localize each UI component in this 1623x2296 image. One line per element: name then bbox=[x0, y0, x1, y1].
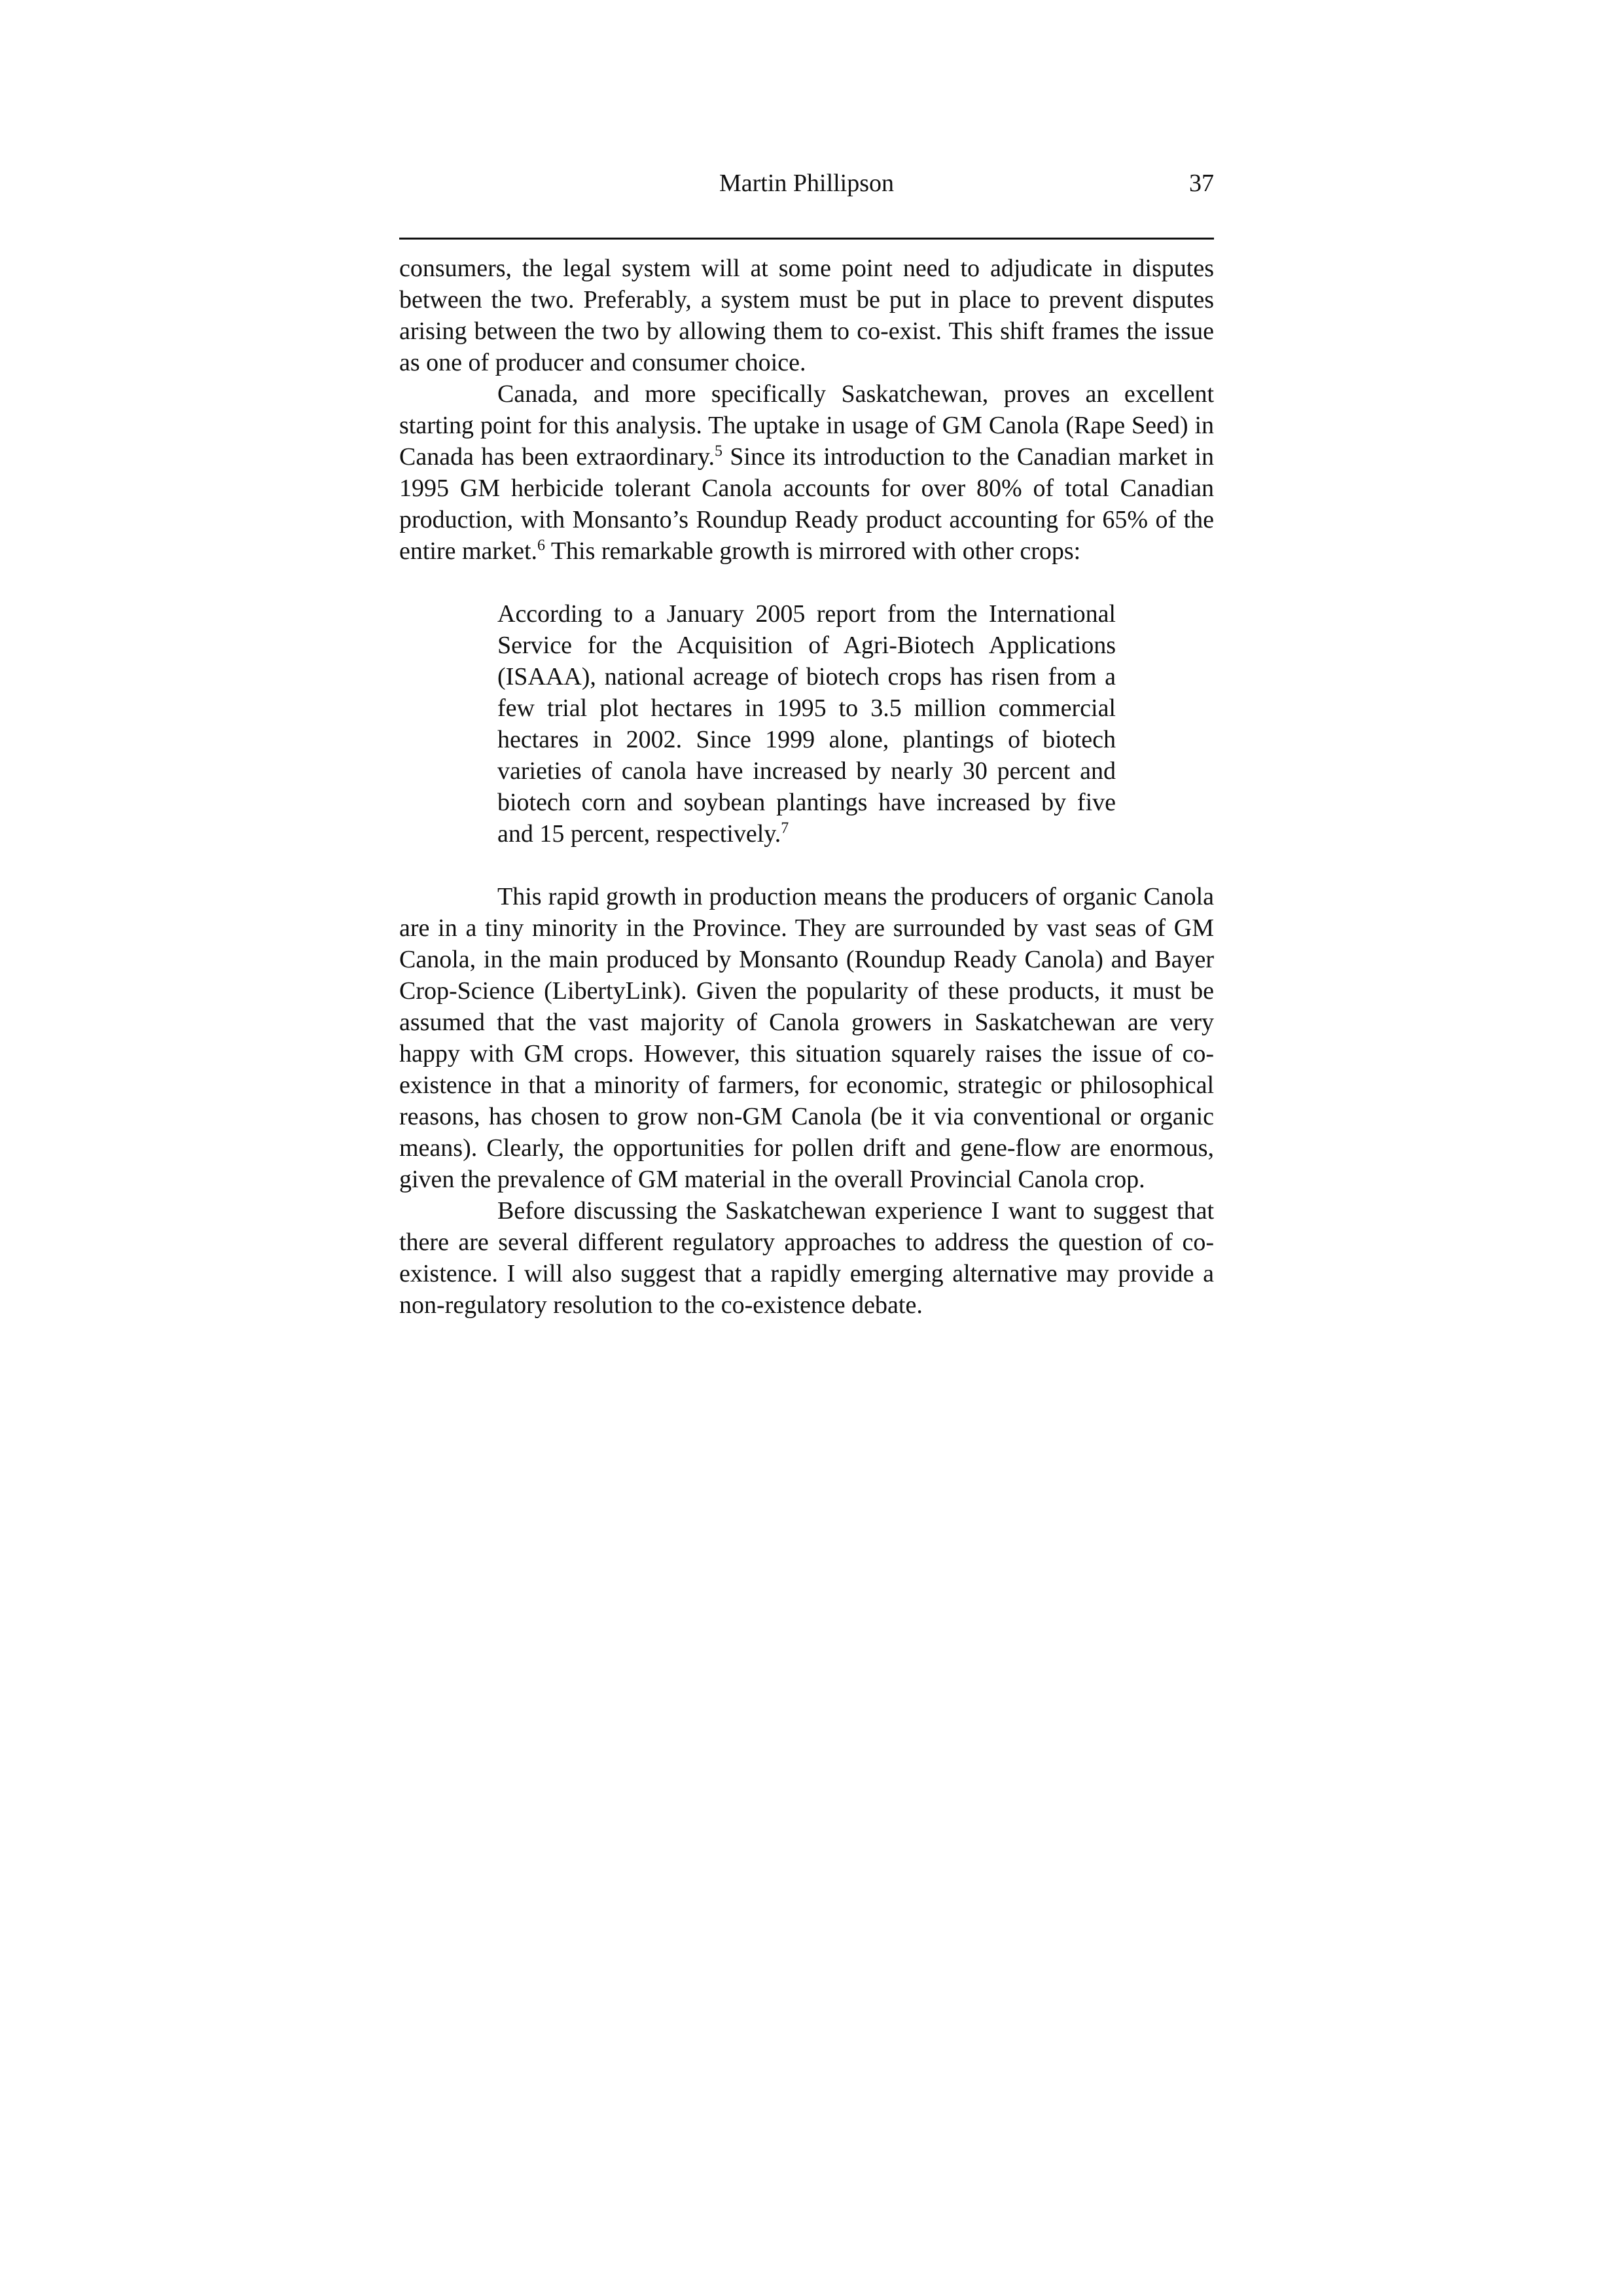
paragraph-2-part-b: Since its introduction to the Canadian market in 1995 GM herbicide tolerant Canola accounts for over 80% of total Canadian production, with Monsanto’s Roundup Ready product accounting for 65% of the entire market. bbox=[399, 443, 1214, 565]
page bbox=[399, 164, 1214, 1321]
block-quote bbox=[497, 598, 1116, 850]
body-text bbox=[399, 253, 1214, 1321]
paragraph-4: Before discussing the Saskatchewan experience I want to suggest that there are several different regulatory approaches to address the question of co-existence. I will also suggest that a rapidly emerging alternative may provide a non-regulatory resolution to the co-existence debate. bbox=[399, 1197, 1214, 1319]
header-rule bbox=[399, 238, 1214, 240]
block-quote-text: According to a January 2005 report from the International Service for the Acquisition of Agri-Biotech Applications (ISAAA), national acreage of biotech crops has risen from a few trial plot hectares in 1995 to 3.5 million commercial hectares in 2002. Since 1999 alone, plantings of biotech varieties of canola have increased by nearly 30 percent and biotech corn and soybean plantings have increased by five and 15 percent, respectively. bbox=[497, 600, 1116, 848]
paragraph-2 bbox=[399, 378, 1214, 567]
paragraph-2-part-c: This remarkable growth is mirrored with other crops: bbox=[545, 537, 1081, 565]
paragraph-3: This rapid growth in production means the producers of organic Canola are in a tiny minority in the Province. They are surrounded by vast seas of GM Canola, in the main produced by Monsanto (Roundup Ready Canola) and Bayer Crop-Science (LibertyLink). Given the popularity of these products, it must be assumed that the vast majority of Canola growers in Saskatchewan are very happy with GM crops. However, this situation squarely raises the issue of co-existence in that a minority of farmers, for economic, strategic or philosophical reasons, has chosen to grow non-GM Canola (be it via conventional or organic means). Clearly, the opportunities for pollen drift and gene-flow are enormous, given the prevalence of GM material in the overall Provincial Canola crop. bbox=[399, 883, 1214, 1193]
paragraph-1: consumers, the legal system will at some point need to adjudicate in disputes between the two. Preferably, a system must be put in place to prevent disputes arising between the two by allowing them to co-exist. This shift frames the issue as one of producer and consumer choice. bbox=[399, 255, 1214, 376]
running-head-author: Martin Phillipson bbox=[719, 170, 895, 197]
running-head bbox=[399, 164, 1214, 203]
footnote-ref-5: 5 bbox=[714, 442, 722, 460]
paragraph-2-part-a: Canada, and more specifically Saskatchewan, proves an excellent starting point for this analysis. The uptake in usage of GM Canola (Rape Seed) in Canada has been extraordinary. bbox=[399, 380, 1214, 471]
page-number: 37 bbox=[1189, 170, 1214, 197]
footnote-ref-6: 6 bbox=[537, 537, 546, 554]
footnote-ref-7: 7 bbox=[781, 819, 789, 837]
